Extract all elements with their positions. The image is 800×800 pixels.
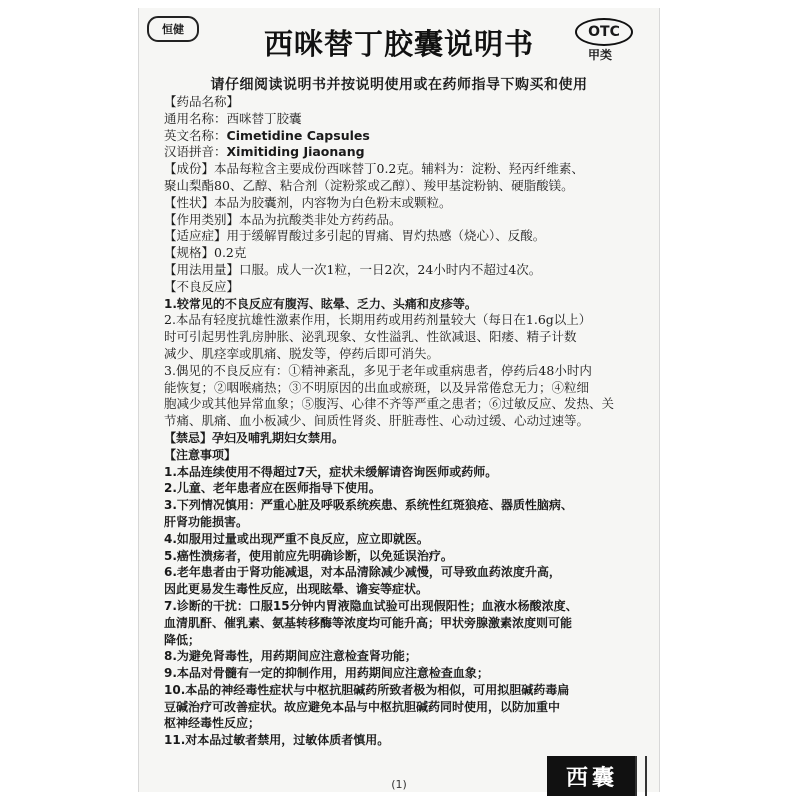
specification-section: 【规格】0.2克 [164,245,247,261]
leaflet-body [164,94,644,749]
precaution-line: 10.本品的神经毒性症状与中枢抗胆碱药所致者极为相似，可用拟胆碱药毒扁 [164,682,570,697]
indication-section: 【适应症】用于缓解胃酸过多引起的胃痛、胃灼热感（烧心）、反酸。 [164,228,546,244]
precaution-line: 血清肌酐、催乳素、氨基转移酶等浓度均可能升高；甲状旁腺激素浓度则可能 [164,615,573,630]
composition-line-2: 聚山梨酯80、乙醇、粘合剂（淀粉浆或乙醇）、羧甲基淀粉钠、硬脂酸镁。 [164,177,574,193]
character-section: 【性状】本品为胶囊剂，内容物为白色粉末或颗粒。 [164,194,452,210]
reading-instruction: 请仔细阅读说明书并按说明使用或在药师指导下购买和使用 [210,77,588,93]
generic-name: 通用名称：西咪替丁胶囊 [164,110,302,126]
adverse-item-1: 1.较常见的不良反应有腹泻、眩晕、乏力、头痛和皮疹等。 [164,296,477,311]
precaution-line: 8.为避免肾毒性，用药期间应注意检查肾功能； [164,649,417,664]
precaution-line: 6.老年患者由于肾功能减退，对本品清除减少减慢，可导致血药浓度升高， [164,565,561,580]
adverse-item-3-line-4: 节痛、肌痛、血小板减少、间质性肾炎、肝脏毒性、心动过缓、心动过速等。 [164,413,590,429]
precaution-line: 7.诊断的干扰：口服15分钟内胃液隐血试验可出现假阳性；血液水杨酸浓度、 [164,598,578,613]
english-name-line [164,128,644,145]
precaution-line: 降低； [164,632,201,647]
precaution-line: 肝肾功能损害。 [164,514,249,529]
page-number: (1) [391,778,407,791]
category-section: 【作用类别】本品为抗酸类非处方药药品。 [164,211,402,227]
precaution-line: 11.对本品过敏者禁用，过敏体质者慎用。 [164,733,390,748]
pinyin-name-label: 汉语拼音： [164,144,227,160]
otc-class-label: 甲类 [588,48,613,62]
adverse-item-3-line-3: 胞减少或其他异常血象；⑤腹泻、心律不齐等严重之患者；⑥过敏反应、发热、关 [164,396,615,412]
adverse-item-2-line-2: 时可引起男性乳房肿胀、泌乳现象、女性溢乳、性欲减退、阳痿、精子计数 [164,329,577,345]
brand-logo: 恒健 [147,16,199,42]
otc-badge: OTC [575,18,633,46]
contraindication-section: 【禁忌】孕妇及哺乳期妇女禁用。 [164,430,345,445]
precaution-line: 9.本品对骨髓有一定的抑制作用，用药期间应注意检查血象； [164,666,489,681]
document-title: 西咪替丁胶囊说明书 [263,27,534,61]
adverse-item-3-line-1: 3.偶见的不良反应有：①精神紊乱，多见于老年或重病患者，停药后48小时内 [164,362,592,378]
adverse-item-3-line-2: 能恢复；②咽喉痛热；③不明原因的出血或瘀斑，以及异常倦怠无力；④粒细 [164,379,590,395]
drug-name-heading: 【药品名称】 [164,94,240,109]
adverse-heading: 【不良反应】 [164,278,240,294]
precaution-line: 2.儿童、老年患者应在医师指导下使用。 [164,481,381,496]
precaution-line: 4.如服用过量或出现严重不良反应，应立即就医。 [164,531,429,546]
adverse-item-2-line-1: 2.本品有轻度抗雄性激素作用，长期用药或用药剂量较大（每日在1.6g以上） [164,312,592,328]
stamp-decoration [635,756,647,796]
precaution-line: 3.下列情况慎用：严重心脏及呼吸系统疾患、系统性红斑狼疮、器质性脑病、 [164,498,573,513]
english-name-label: 英文名称： [164,127,227,143]
precaution-line: 豆碱治疗可改善症状。故应避免本品与中枢抗胆碱药同时使用，以防加重中 [164,699,561,714]
pinyin-name: Ximitiding Jiaonang [226,144,365,160]
adverse-item-2-line-3: 减少、肌痉挛或肌痛、脱发等，停药后即可消失。 [164,345,440,361]
precaution-line: 枢神经毒性反应； [164,716,261,731]
leaflet-page [138,8,660,792]
precaution-line: 1.本品连续使用不得超过7天，症状未缓解请咨询医师或药师。 [164,464,498,479]
product-stamp: 西囊 [547,756,637,796]
english-name: Cimetidine Capsules [226,127,370,143]
precaution-line: 5.癌性溃疡者，使用前应先明确诊断，以免延误治疗。 [164,548,453,563]
dosage-section: 【用法用量】口服。成人一次1粒，一日2次，24小时内不超过4次。 [164,261,542,277]
precautions-heading: 【注意事项】 [164,447,237,462]
precaution-line: 因此更易发生毒性反应，出现眩晕、谵妄等症状。 [164,582,429,597]
pinyin-name-line [164,144,644,161]
composition-line-1: 【成份】本品每粒含主要成份西咪替丁0.2克。辅料为：淀粉、羟丙纤维素、 [164,161,584,177]
